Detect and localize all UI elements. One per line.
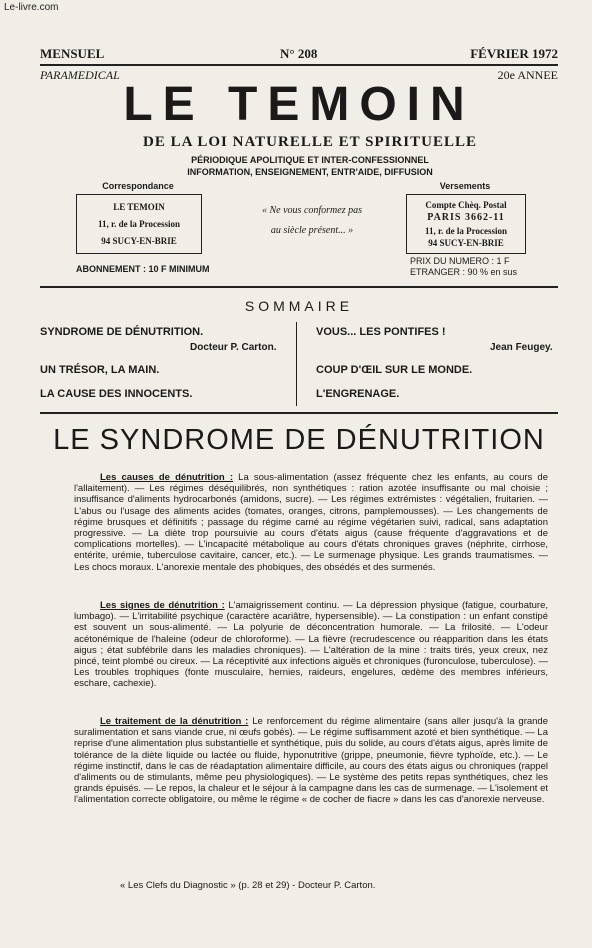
versements-line-1: Compte Chèq. Postal [425,200,507,210]
issue-date: FÉVRIER 1972 [470,46,558,61]
contents-column-divider [296,322,297,406]
tagline-line-2: INFORMATION, ENSEIGNEMENT, ENTR'AIDE, DIFFUSION [187,167,433,177]
contents-item[interactable]: VOUS... LES PONTIFES ! [316,326,446,338]
versements-box [406,194,526,254]
contents-author: Jean Feugey. [490,342,553,353]
paragraph-lead: Le traitement de la dénutrition : [100,716,249,727]
article-citation: « Les Clefs du Diagnostic » (p. 28 et 29) - Docteur P. Carton. [120,880,376,891]
paragraph-text: L'amaigrissement continu. — La dépression physique (fatigue, courbature, lumbago). — L'irritabilité psychique (caractère acariâtre, hypersensible). — La constipation : un enfant constipé est souvent un sous-alimenté. — La polyurie de déconcentration humorale. — La frilosité. — L'odeur acétonémique de l'haleine (odeur de chloroforme). — La fièvre (recrudescence ou réapparition dans les états aigus ; état subfébrile dans les maladies chroniques). — L'altération de la mine : traits tirés, yeux creux, nez pincé, teint plombé ou cireux. — La réceptivité aux infections aiguës et chroniques (furonculose, tuberculose). — Les troubles trophiques (fonte musculaire, hernies, raideurs, engelures, œdème des membres inférieurs, eschare, cachexie). [74,600,548,690]
epigraph-quote [220,201,404,241]
price-line-2: ETRANGER : 90 % en sus [410,267,518,277]
divider-middle [40,286,558,288]
contents-item[interactable]: UN TRÉSOR, LA MAIN. [40,364,160,376]
article-paragraph [74,716,548,806]
contents-item[interactable]: LA CAUSE DES INNOCENTS. [40,388,193,400]
issue-price [410,256,558,278]
versements-line-3: 11, r. de la Procession [424,226,507,236]
article-paragraph [74,600,548,690]
correspondance-line-3: 94 SUCY-EN-BRIE [101,236,177,246]
paragraph-lead: Les causes de dénutrition : [100,472,234,483]
quote-line-2: au siècle présent... » [270,225,354,236]
year-number: 20e ANNEE [497,68,558,82]
newspaper-title: LE TEMOIN [123,78,475,131]
paragraph-text: La sous-alimentation (assez fréquente chez les enfants, au cours de l'allaitement). — Les régimes déséquilibrés, non synthétiques : ration azotée insuffisante ou mal choisie ; insuffisance d'aliments hydrocarbonés (amidons, sucre). — Les régimes extrémistes : végétalien, fruitarien. — L'abus ou l'usage des aliments acides (tomates, oranges, citrons, pamplemousses). — Les changements de régime brusques et définitifs ; passage du régime carné au régime végétarien suivi, radical, sans adaptation progressive. — La diète trop poursuivie au cours d'états aigus (cause fréquente d'aggravations et de complications mortelles). — L'incapacité métabolique au cours d'états chroniques graves (néphrite, cirrhose, entérite, urémie, tuberculose cavitaire, cancer, etc.). — Le surmenage physique. Les grands traumatismes. — Les chocs moraux. L'anorexie mentale des phobiques, des obsédés et des surmenés. [74,472,549,573]
correspondance-box [76,194,202,254]
periodicity: MENSUEL [40,46,105,61]
contents-item[interactable]: COUP D'ŒIL SUR LE MONDE. [316,364,473,376]
versements-line-4: 94 SUCY-EN-BRIE [428,238,504,248]
quote-line-1: « Ne vous conformez pas [262,205,362,216]
contents-heading: SOMMAIRE [244,298,354,314]
contents-item[interactable]: L'ENGRENAGE. [316,388,400,400]
versements-line-2: PARIS 3662-11 [427,212,505,223]
newspaper-page [40,44,558,924]
divider-top [40,64,558,66]
article-paragraph [74,472,548,573]
site-watermark: Le-livre.com [4,2,59,13]
article-title: LE SYNDROME DE DÉNUTRITION [53,424,545,456]
paragraph-text: Le renforcement du régime alimentaire (sans aller jusqu'à la grande suralimentation et sans viande crue, ni œufs gobés). — Le régime suffisamment azoté et bien synthétique. — La reprise d'une alimentation plus substantielle et synthétique, puis du solide, au cours d'états aigus, après limite de tolérance de la diète liquide ou lactée ou fluide, hyponutritive (grippe, pneumonie, fièvre typhoïde, etc.). — Le régime instinctif, dans le cas de réadaptation alimentaire difficile, au cours des états aigus ou chroniques (rappel d'aliments ou de stimulants, même peu physiologiques). — Le système des petits repas synthétiques, chez les grands épuisés. — Le repos, la chaleur et le séjour à la campagne dans les cas de surmenage. — L'isolement et l'alimentation correcte obligatoire, ou même le régime « de cocher de fiacre » dans les cas d'anorexie nerveuse. [74,716,548,806]
category: PARAMEDICAL [40,68,120,82]
correspondance-line-1: LE TEMOIN [113,202,165,212]
contents-item[interactable]: SYNDROME DE DÉNUTRITION. [40,326,204,338]
correspondance-label: Correspondance [102,181,174,191]
correspondance-line-2: 11, r. de la Procession [97,219,180,229]
paragraph-lead: Les signes de dénutrition : [100,600,225,611]
newspaper-subtitle: DE LA LOI NATURELLE ET SPIRITUELLE [143,134,477,150]
divider-bottom [40,412,558,414]
contents-author: Docteur P. Carton. [190,342,277,353]
subscription-price: ABONNEMENT : 10 F MINIMUM [76,264,210,274]
price-line-1: PRIX DU NUMERO : 1 F [410,256,510,266]
tagline-line-1: PÉRIODIQUE APOLITIQUE ET INTER-CONFESSIONNEL [191,155,429,165]
issue-number: N° 208 [280,46,318,61]
versements-label: Versements [439,181,491,191]
